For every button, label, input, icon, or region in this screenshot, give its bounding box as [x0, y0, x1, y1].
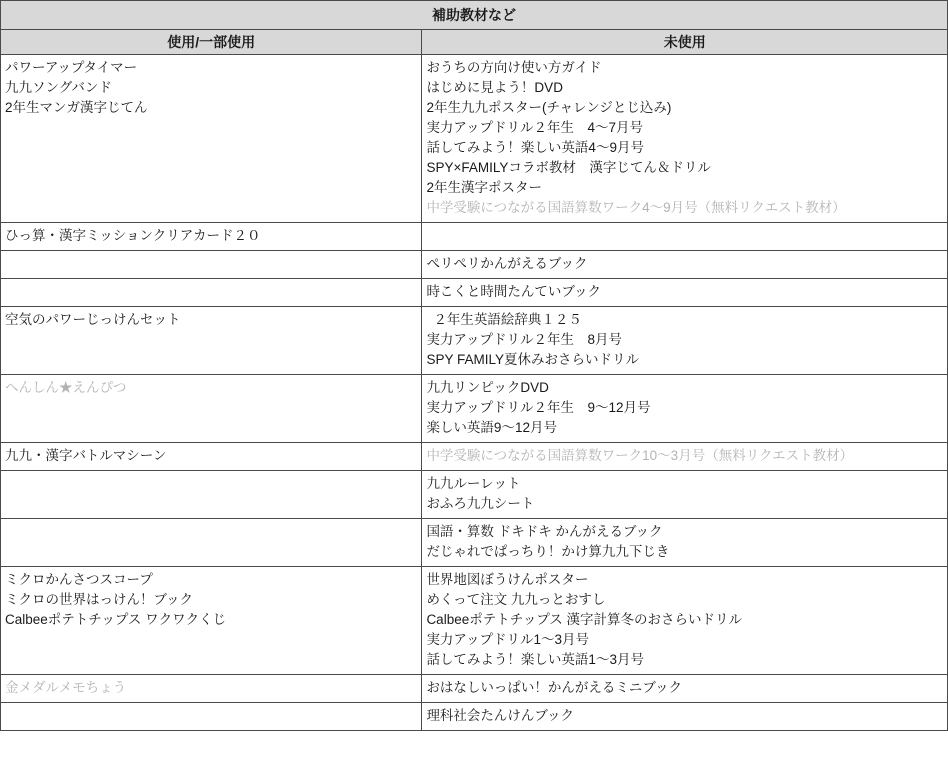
cell-content [422, 307, 947, 374]
cell-content [422, 703, 947, 730]
cell-content [1, 55, 421, 122]
material-item: だじゃれでぱっちり！かけ算九九下じき [426, 544, 670, 559]
table-title-row [1, 1, 948, 30]
cell-unused [422, 443, 948, 471]
table-header-row [1, 30, 948, 55]
cell-unused [422, 251, 948, 279]
cell-unused [422, 703, 948, 731]
material-item: 金メダルメモちょう [5, 680, 127, 695]
table-title: 補助教材など [1, 1, 948, 30]
material-item: 国語・算数 ドキドキ かんがえるブック [426, 524, 663, 539]
cell-content [1, 375, 421, 402]
cell-unused [422, 55, 948, 223]
material-item: SPY FAMILY夏休みおさらいドリル [426, 352, 639, 367]
cell-content [422, 223, 947, 250]
material-item: SPY×FAMILYコラボ教材 漢字じてん＆ドリル [426, 160, 711, 175]
cell-content [422, 471, 947, 518]
material-item: はじめに見よう！DVD [426, 80, 563, 95]
cell-unused [422, 279, 948, 307]
cell-content [422, 279, 947, 306]
cell-unused [422, 675, 948, 703]
table-row [1, 567, 948, 675]
cell-content [1, 443, 421, 470]
material-item: 理科社会たんけんブック [426, 708, 574, 723]
cell-content [422, 519, 947, 566]
material-item: おうちの方向け使い方ガイド [426, 60, 602, 75]
material-item: Calbeeポテトチップス 漢字計算冬のおさらいドリル [426, 612, 743, 627]
material-item: ２年生英語絵辞典１２５ [433, 312, 582, 327]
material-item: パワーアップタイマー [5, 60, 138, 75]
cell-used [1, 279, 422, 307]
material-item: 空気のパワーじっけんセット [5, 312, 181, 327]
cell-unused [422, 375, 948, 443]
cell-content [1, 251, 421, 278]
material-item: 話してみよう！楽しい英語4〜9月号 [426, 140, 644, 155]
material-item: ミクロの世界はっけん！ブック [5, 592, 194, 607]
cell-used [1, 223, 422, 251]
cell-used [1, 251, 422, 279]
cell-used [1, 375, 422, 443]
cell-content [1, 471, 421, 498]
cell-used [1, 703, 422, 731]
cell-content [1, 307, 421, 334]
material-item: 中学受験につながる国語算数ワーク4〜9月号（無料リクエスト教材） [426, 200, 846, 215]
material-item: 世界地図ぼうけんポスター [426, 572, 589, 587]
table-row [1, 55, 948, 223]
cell-content [422, 251, 947, 278]
cell-content [1, 675, 421, 702]
cell-used [1, 519, 422, 567]
table-row [1, 675, 948, 703]
cell-unused [422, 471, 948, 519]
material-item: ぺリぺリかんがえるブック [426, 256, 588, 271]
table-row [1, 443, 948, 471]
table-row [1, 223, 948, 251]
table-row [1, 375, 948, 443]
table-row [1, 279, 948, 307]
cell-unused [422, 223, 948, 251]
material-item: 話してみよう！楽しい英語1〜3月号 [426, 652, 644, 667]
material-item: 実力アップドリル２年生 4〜7月号 [426, 120, 644, 135]
cell-used [1, 55, 422, 223]
material-item: 実力アップドリル２年生 8月号 [426, 332, 623, 347]
cell-content [422, 443, 947, 470]
cell-used [1, 471, 422, 519]
cell-used [1, 567, 422, 675]
cell-content [422, 55, 947, 222]
material-item: おはなしいっぱい！かんがえるミニブック [426, 680, 682, 695]
table-row [1, 703, 948, 731]
material-item: 楽しい英語9〜12月号 [426, 420, 557, 435]
material-item: 2年生九九ポスター(チャレンジとじ込み) [426, 100, 672, 115]
material-item: へんしん★えんぴつ [5, 380, 127, 395]
cell-content [422, 567, 947, 674]
cell-unused [422, 307, 948, 375]
cell-unused [422, 567, 948, 675]
material-item: 2年生漢字ポスター [426, 180, 542, 195]
material-item: ひっ算・漢字ミッションクリアカード２０ [5, 228, 261, 243]
table-row [1, 251, 948, 279]
material-item: おふろ九九シート [426, 496, 535, 511]
column-header-used: 使用/一部使用 [1, 30, 422, 55]
material-item: 時こくと時間たんていブック [426, 284, 601, 299]
cell-unused [422, 519, 948, 567]
material-item: 実力アップドリル２年生 9〜12月号 [426, 400, 651, 415]
table-row [1, 519, 948, 567]
cell-content [1, 703, 421, 730]
cell-used [1, 307, 422, 375]
cell-content [422, 675, 947, 702]
material-item: 実力アップドリル1〜3月号 [426, 632, 590, 647]
material-item: 九九リンピックDVD [426, 380, 549, 395]
column-header-unused: 未使用 [422, 30, 948, 55]
cell-used [1, 443, 422, 471]
table-row [1, 471, 948, 519]
material-item: 九九・漢字バトルマシーン [5, 448, 167, 463]
cell-used [1, 675, 422, 703]
material-item: Calbeeポテトチップス ワクワクくじ [5, 612, 227, 627]
material-item: ミクロかんさつスコープ [5, 572, 153, 587]
material-item: 九九ルーレット [426, 476, 521, 491]
cell-content [1, 223, 421, 250]
material-item: 九九ソングバンド [5, 80, 112, 95]
cell-content [1, 279, 421, 306]
material-item: めくって注文 九九っとおすし [426, 592, 606, 607]
table-body [1, 1, 948, 731]
material-item: 中学受験につながる国語算数ワーク10〜3月号（無料リクエスト教材） [426, 448, 854, 463]
cell-content [1, 519, 421, 546]
cell-content [1, 567, 421, 634]
material-item: 2年生マンガ漢字じてん [5, 100, 148, 115]
cell-content [422, 375, 947, 442]
table-row [1, 307, 948, 375]
